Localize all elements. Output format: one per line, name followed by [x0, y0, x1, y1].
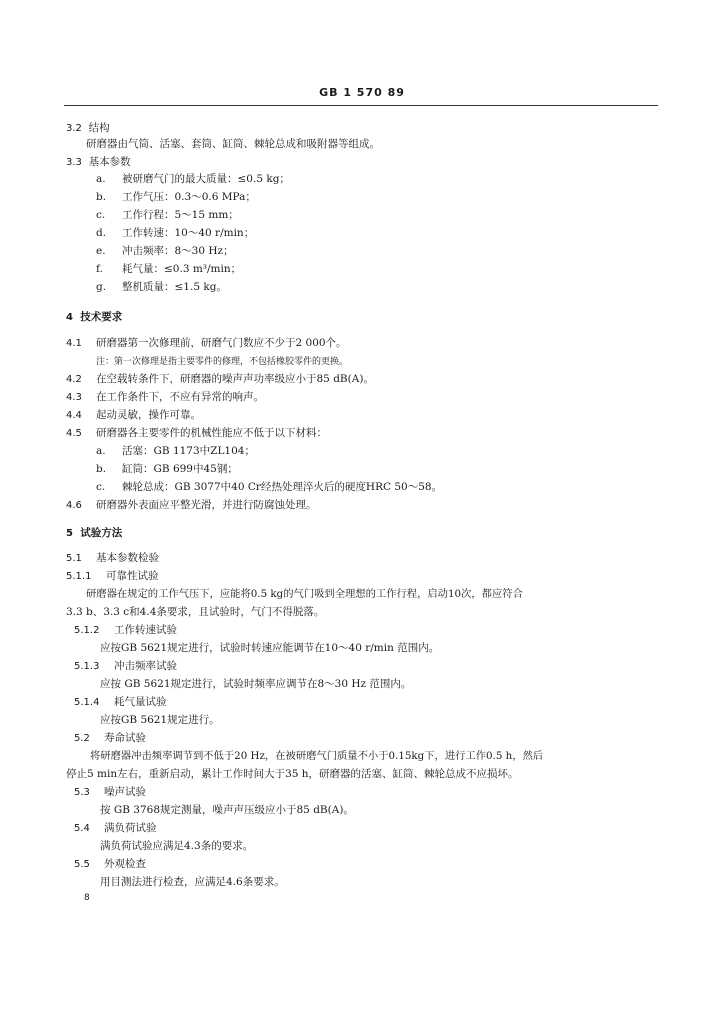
section-4-1-note: 注：第一次修理是指主要零件的修理，不包括橡胶零件的更换。 — [96, 357, 349, 367]
section-5-2-body-line2: 停止5 min左右，重新启动，累计工作时间大于35 h，研磨器的活塞、缸筒、棘轮总成不应损坏。 — [66, 768, 519, 780]
section-5-5-heading: 5.5 外观检查 — [74, 858, 146, 870]
header-rule — [64, 105, 658, 106]
section-4-1: 4.1 研磨器第一次修理前，研磨气门数应不少于2 000个。 — [66, 337, 347, 349]
page-number: 8 — [84, 893, 90, 903]
section-5-1-4-body: 应按GB 5621规定进行。 — [100, 714, 220, 726]
section-5-1-3-body: 应按 GB 5621规定进行，试验时频率应调节在8～30 Hz 范围内。 — [100, 678, 412, 690]
param-item-c: c. 工作行程：5～15 mm； — [96, 209, 239, 221]
material-item-b: b. 缸筒：GB 699中45钢； — [96, 463, 238, 475]
section-4-heading: 4 技术要求 — [66, 311, 123, 323]
section-5-1-1-body-line2: 3.3 b、3.3 c和4.4条要求，且试验时，气门不得脱落。 — [66, 606, 325, 618]
material-item-a: a. 活塞：GB 1173中ZL104； — [96, 445, 255, 457]
section-5-heading: 5 试验方法 — [66, 527, 123, 539]
section-5-5-body: 用目测法进行检查，应满足4.6条要求。 — [100, 876, 285, 888]
section-5-1-2-heading: 5.1.2 工作转速试验 — [74, 624, 177, 636]
section-4-6: 4.6 研磨器外表面应平整光滑，并进行防腐蚀处理。 — [66, 499, 317, 511]
param-item-b: b. 工作气压：0.3～0.6 MPa； — [96, 191, 256, 203]
section-5-2-body-line1: 将研磨器冲击频率调节到不低于20 Hz，在被研磨气门质量不小于0.15kg下，进行工作0.5 h，然后 — [90, 750, 544, 762]
param-item-d: d. 工作转速：10～40 r/min； — [96, 227, 255, 239]
section-4-4: 4.4 起动灵敏，操作可靠。 — [66, 409, 201, 421]
section-4-3: 4.3 在工作条件下，不应有异常的响声。 — [66, 391, 264, 403]
param-item-e: e. 冲击频率：8～30 Hz； — [96, 245, 234, 257]
section-5-3-body: 按 GB 3768规定测量，噪声声压级应小于85 dB(A)。 — [100, 804, 354, 816]
param-item-f: f. 耗气量：≤0.3 m³/min； — [96, 263, 242, 275]
section-3-3-heading: 3.3 基本参数 — [66, 156, 131, 168]
section-5-2-heading: 5.2 寿命试验 — [74, 732, 146, 744]
section-5-4-heading: 5.4 满负荷试验 — [74, 822, 157, 834]
section-3-2-body: 研磨器由气筒、活塞、套筒、缸筒、棘轮总成和吸附器等组成。 — [86, 138, 380, 150]
section-5-1-4-heading: 5.1.4 耗气量试验 — [74, 696, 167, 708]
section-5-4-body: 满负荷试验应满足4.3条的要求。 — [100, 840, 254, 852]
section-3-2-heading: 3.2 结构 — [66, 122, 110, 134]
section-5-1-1-heading: 5.1.1 可靠性试验 — [66, 570, 159, 582]
section-5-1-1-body-line1: 研磨器在规定的工作气压下，应能将0.5 kg的气门吸到全理想的工作行程，启动10次，都应符合 — [86, 588, 523, 600]
section-5-1-3-heading: 5.1.3 冲击频率试验 — [74, 660, 177, 672]
param-item-g: g. 整机质量：≤1.5 kg。 — [96, 281, 227, 293]
section-4-5: 4.5 研磨器各主要零件的机械性能应不低于以下材料： — [66, 427, 327, 439]
section-4-2: 4.2 在空载转条件下，研磨器的噪声声功率级应小于85 dB(A)。 — [66, 373, 374, 385]
page-header: GB 1 570 89 — [319, 86, 405, 99]
section-5-3-heading: 5.3 噪声试验 — [74, 786, 146, 798]
section-5-1-heading: 5.1 基本参数检验 — [66, 552, 159, 564]
param-item-a: a. 被研磨气门的最大质量：≤0.5 kg； — [96, 173, 290, 185]
section-5-1-2-body: 应按GB 5621规定进行，试验时转速应能调节在10～40 r/min 范围内。 — [100, 642, 440, 654]
material-item-c: c. 棘轮总成：GB 3077中40 Cr经热处理淬火后的硬度HRC 50～58。 — [96, 481, 443, 493]
